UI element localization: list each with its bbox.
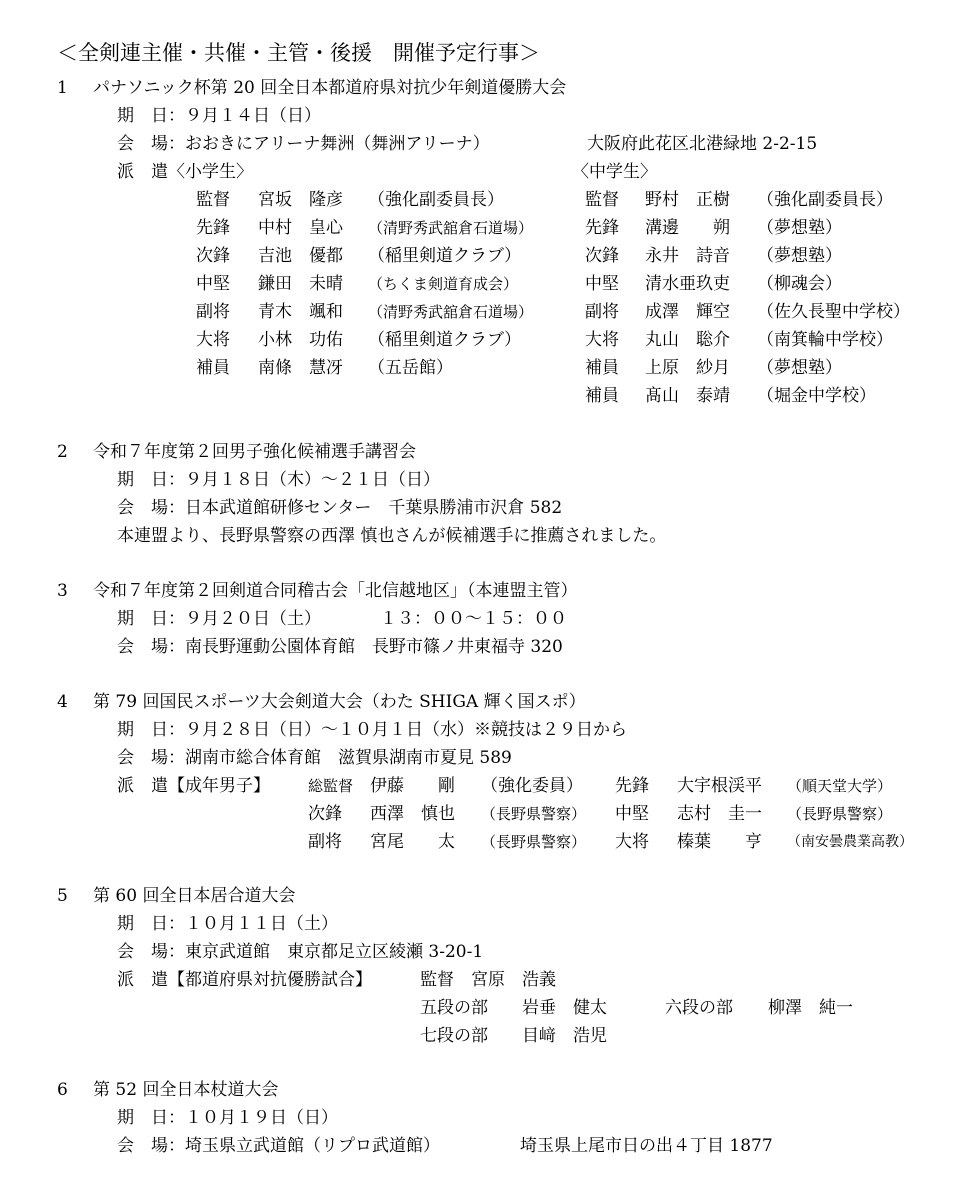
roster-role: 中堅 (615, 804, 649, 824)
event-heading: 第 52 回全日本杖道大会 (93, 1080, 279, 1100)
roster-role: 次鋒 (308, 804, 342, 824)
roster-affiliation: （清野秀武舘倉石道場） (368, 303, 534, 321)
roster-affiliation: （夢想塾） (757, 358, 842, 378)
roster-role: 副将 (585, 302, 619, 322)
roster-rank: 七段の部 (420, 1026, 488, 1046)
roster-name: 宮坂 隆彦 (258, 190, 343, 210)
roster-role: 次鋒 (196, 246, 230, 266)
roster-affiliation: （南安曇農業高教） (787, 834, 913, 850)
dispatch-label: 派 遣【都道府県対抗優勝試合】 (117, 970, 372, 990)
roster-affiliation: （強化副委員長） (757, 190, 893, 210)
roster-affiliation: （佐久長聖中学校） (757, 302, 910, 322)
roster-role: 補員 (585, 386, 619, 406)
roster-affiliation: （夢想塾） (757, 246, 842, 266)
roster-name: 中村 皇心 (258, 218, 343, 238)
event-venue: 会 場：埼玉県立武道館（リプロ武道館） (117, 1136, 440, 1156)
roster-affiliation: （長野県警察） (481, 805, 587, 823)
event-number: 6 (57, 1080, 68, 1100)
roster-role: 総監督 (308, 777, 354, 795)
event-venue: 会 場：南長野運動公園体育館 長野市篠ノ井東福寺 320 (117, 637, 563, 657)
roster-role: 補員 (196, 358, 230, 378)
roster-role: 中堅 (585, 274, 619, 294)
roster-name: 柳澤 純一 (768, 998, 853, 1018)
dispatch-label-middle: 〈中学生〉 (572, 162, 657, 182)
roster-role: 副将 (308, 832, 342, 852)
event-heading: 第 79 回国民スポーツ大会剣道大会（わた SHIGA 輝く国スポ） (93, 692, 586, 712)
roster-rank: 六段の部 (665, 998, 733, 1018)
event-venue: 会 場：日本武道館研修センター 千葉県勝浦市沢倉 582 (117, 498, 563, 518)
event-date: 期 日：９月１４日（日） (117, 106, 321, 126)
roster-affiliation: （南箕輪中学校） (757, 330, 893, 350)
roster-name: 成澤 輝空 (645, 302, 730, 322)
roster-role: 大将 (615, 832, 649, 852)
event-time: １３：００～１５：００ (380, 609, 567, 629)
team-director: 監督 宮原 浩義 (420, 970, 556, 990)
roster-name: 大宇根渓平 (677, 776, 762, 796)
event-number: 3 (57, 581, 68, 601)
roster-name: 志村 圭一 (677, 804, 762, 824)
roster-role: 副将 (196, 302, 230, 322)
roster-affiliation: （稲里剣道クラブ） (368, 246, 522, 266)
roster-affiliation: （長野県警察） (481, 833, 587, 851)
roster-name: 目﨑 浩児 (522, 1026, 607, 1046)
event-number: 1 (57, 78, 68, 98)
roster-name: 髙山 泰靖 (645, 386, 730, 406)
roster-name: 南條 慧冴 (258, 358, 343, 378)
roster-name: 岩垂 健太 (522, 998, 607, 1018)
roster-name: 西澤 慎也 (370, 804, 455, 824)
event-number: 4 (57, 692, 68, 712)
roster-affiliation: （堀金中学校） (757, 386, 876, 406)
roster-affiliation: （強化副委員長） (368, 190, 504, 210)
roster-name: 青木 颯和 (258, 302, 343, 322)
venue-address: 埼玉県上尾市日の出４丁目 1877 (520, 1136, 773, 1156)
roster-role: 先鋒 (615, 776, 649, 796)
dispatch-label-elementary: 派 遣〈小学生〉 (117, 162, 253, 182)
roster-name: 野村 正樹 (645, 190, 730, 210)
event-venue: 会 場：東京武道館 東京都足立区綾瀬 3-20-1 (117, 942, 484, 962)
roster-affiliation: （柳魂会） (757, 274, 842, 294)
roster-name: 溝邊 朔 (645, 218, 730, 238)
venue-address: 大阪府此花区北港緑地 2-2-15 (587, 134, 818, 154)
roster-name: 清水亜玖吏 (645, 274, 730, 294)
roster-name: 鎌田 未晴 (258, 274, 343, 294)
roster-role: 次鋒 (585, 246, 619, 266)
event-number: 5 (57, 886, 68, 906)
roster-affiliation: （清野秀武舘倉石道場） (368, 219, 534, 237)
page-title: ＜全剣連主催・共催・主管・後援 開催予定行事＞ (57, 41, 540, 65)
roster-affiliation: （ちくま剣道育成会） (368, 275, 519, 293)
roster-rank: 五段の部 (420, 998, 488, 1018)
event-date: 期 日：９月１８日（木）～２１日（日） (117, 470, 440, 490)
event-venue: 会 場：おおきにアリーナ舞洲（舞洲アリーナ） (117, 134, 490, 154)
roster-affiliation: （稲里剣道クラブ） (368, 330, 522, 350)
roster-name: 吉池 優都 (258, 246, 343, 266)
event-heading: 令和７年度第２回男子強化候補選手講習会 (93, 442, 416, 462)
event-date: 期 日：１０月１９日（日） (117, 1108, 338, 1128)
event-heading: パナソニック杯第 20 回全日本都道府県対抗少年剣道優勝大会 (93, 78, 567, 98)
roster-role: 大将 (585, 330, 619, 350)
event-heading: 令和７年度第２回剣道合同稽古会「北信越地区」（本連盟主管） (93, 581, 578, 601)
event-date: 期 日：９月２８日（日）～１０月１日（水）※競技は２９日から (117, 720, 627, 740)
roster-name: 永井 詩音 (645, 246, 730, 266)
roster-affiliation: （五岳館） (368, 358, 453, 378)
event-note: 本連盟より、長野県警察の西澤 慎也さんが候補選手に推薦されました。 (117, 526, 667, 546)
event-heading: 第 60 回全日本居合道大会 (93, 886, 296, 906)
roster-name: 宮尾 太 (370, 832, 455, 852)
roster-role: 中堅 (196, 274, 230, 294)
event-venue: 会 場：湖南市総合体育館 滋賀県湖南市夏見 589 (117, 748, 512, 768)
roster-role: 先鋒 (585, 218, 619, 238)
event-number: 2 (57, 442, 68, 462)
roster-role: 監督 (585, 190, 619, 210)
roster-name: 上原 紗月 (645, 358, 730, 378)
roster-name: 小林 功佑 (258, 330, 343, 350)
dispatch-label: 派 遣【成年男子】 (117, 776, 270, 796)
roster-role: 大将 (196, 330, 230, 350)
roster-affiliation: （順天堂大学） (787, 777, 893, 795)
roster-name: 丸山 聡介 (645, 330, 730, 350)
roster-role: 補員 (585, 358, 619, 378)
roster-affiliation: （夢想塾） (757, 218, 842, 238)
event-date: 期 日：１０月１１日（土） (117, 914, 338, 934)
roster-affiliation: （強化委員） (481, 776, 583, 796)
roster-affiliation: （長野県警察） (787, 805, 893, 823)
roster-name: 伊藤 剛 (370, 776, 455, 796)
roster-role: 監督 (196, 190, 230, 210)
event-date: 期 日：９月２０日（土） (117, 609, 321, 629)
roster-name: 榛葉 亨 (677, 832, 762, 852)
roster-role: 先鋒 (196, 218, 230, 238)
